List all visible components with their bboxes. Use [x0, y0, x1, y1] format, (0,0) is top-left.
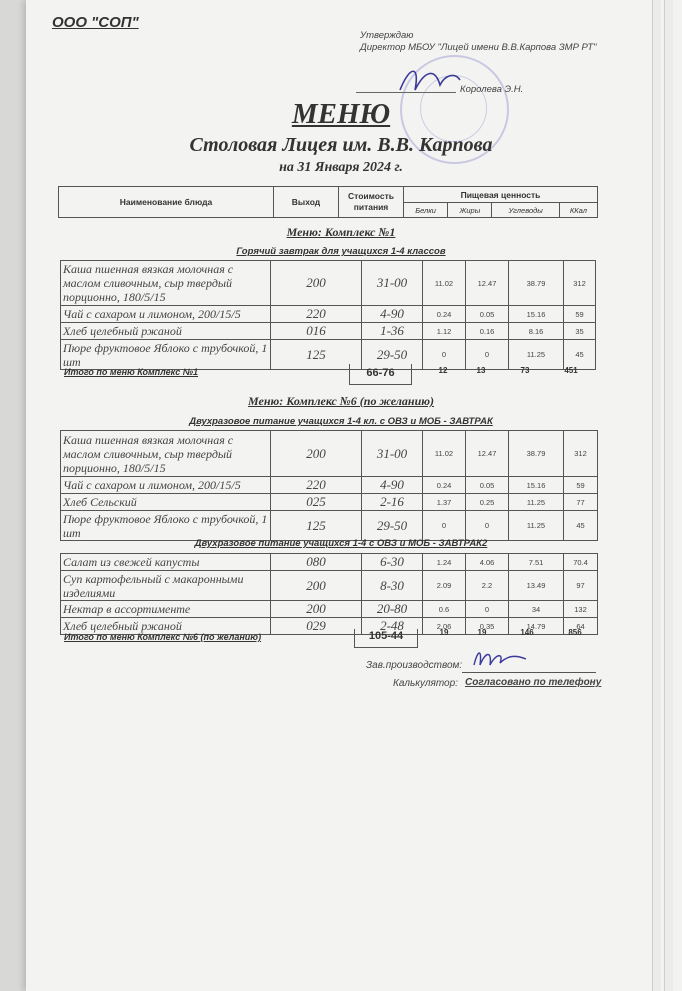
dish-name: Хлеб целебный ржаной — [61, 618, 271, 635]
dish-name: Нектар в ассортименте — [61, 601, 271, 618]
dish-yield: 220 — [271, 306, 362, 323]
dish-kcal: 45 — [564, 511, 598, 541]
director-name: Королева Э.Н. — [460, 84, 524, 95]
header-carbs: Углеводы — [492, 203, 559, 218]
table-row — [61, 261, 596, 306]
header-proteins: Белки — [404, 203, 448, 218]
dish-yield: 025 — [271, 494, 362, 511]
dish-fats: 12.47 — [466, 431, 509, 477]
dish-cost: 29-50 — [362, 511, 423, 541]
dish-kcal: 64 — [564, 618, 598, 635]
dish-proteins: 1.37 — [423, 494, 466, 511]
menu6-total-label: Итого по меню Комплекс №6 (по желанию) — [64, 632, 262, 642]
dish-name: Суп картофельный с макаронными изделиями — [61, 571, 271, 601]
dish-fats: 2.2 — [466, 571, 509, 601]
page-subtitle: Столовая Лицея им. В.В. Карпова — [189, 134, 493, 156]
menu6-total-kcal: 856 — [568, 628, 582, 637]
dish-kcal: 132 — [564, 601, 598, 618]
dish-proteins: 0.24 — [423, 306, 466, 323]
dish-yield: 200 — [271, 601, 362, 618]
menu6-total-fats: 19 — [477, 628, 487, 637]
dish-kcal: 45 — [564, 340, 596, 370]
dish-cost: 31-00 — [362, 431, 423, 477]
dish-name: Хлеб Сельский — [61, 494, 271, 511]
dish-proteins: 11.02 — [423, 261, 466, 306]
dish-proteins: 11.02 — [423, 431, 466, 477]
table-row — [61, 477, 598, 494]
menu-header-table — [58, 186, 598, 218]
dish-name: Пюре фруктовое Яблоко с трубочкой, 1 шт — [61, 340, 271, 370]
dish-cost: 29-50 — [362, 340, 423, 370]
page-title: МЕНЮ — [291, 98, 391, 130]
dish-carbs: 34 — [509, 601, 564, 618]
menu1-total-carbs: 73 — [520, 366, 530, 375]
dish-cost: 6-30 — [362, 554, 423, 571]
dish-proteins: 1.12 — [423, 323, 466, 340]
dish-fats: 0.05 — [466, 477, 509, 494]
dish-fats: 0.05 — [466, 306, 509, 323]
dish-carbs: 38.79 — [509, 261, 564, 306]
menu1-total-label: Итого по меню Комплекс №1 — [64, 367, 199, 377]
dish-proteins: 2.09 — [423, 571, 466, 601]
approval-line1: Утверждаю — [360, 30, 414, 41]
dish-fats: 4.06 — [466, 554, 509, 571]
dish-cost: 20-80 — [362, 601, 423, 618]
dish-cost: 2-48 — [362, 618, 423, 635]
menu6-table1 — [60, 430, 598, 541]
dish-fats: 0.25 — [466, 494, 509, 511]
dish-yield: 080 — [271, 554, 362, 571]
menu6-section2: Двухразовое питание учащихся 1-4 с ОВЗ и МОБ - ЗАВТРАК2 — [194, 538, 488, 549]
dish-kcal: 312 — [564, 261, 596, 306]
dish-kcal: 77 — [564, 494, 598, 511]
menu6-total-cost: 105-44 — [354, 629, 418, 648]
dish-name: Чай с сахаром и лимоном, 200/15/5 — [61, 477, 271, 494]
menu6-table2 — [60, 553, 598, 635]
dish-kcal: 35 — [564, 323, 596, 340]
dish-name: Каша пшенная вязкая молочная с маслом сливочным, сыр твердый порционно, 180/5/15 — [61, 431, 271, 477]
dish-kcal: 97 — [564, 571, 598, 601]
menu1-total-cost: 66-76 — [349, 364, 412, 385]
menu-date: на 31 Января 2024 г. — [279, 160, 403, 175]
dish-kcal: 70.4 — [564, 554, 598, 571]
menu6-total-proteins: 19 — [439, 628, 449, 637]
production-signature — [470, 645, 530, 673]
table-row — [61, 571, 598, 601]
dish-kcal: 312 — [564, 431, 598, 477]
organization-name: ООО "СОП" — [52, 14, 139, 31]
dish-name: Хлеб целебный ржаной — [61, 323, 271, 340]
production-label: Зав.производством: — [366, 660, 463, 671]
calculator-value: Согласовано по телефону — [465, 677, 602, 688]
dish-fats: 12.47 — [466, 261, 509, 306]
dish-name: Пюре фруктовое Яблоко с трубочкой, 1 шт — [61, 511, 271, 541]
dish-name: Салат из свежей капусты — [61, 554, 271, 571]
dish-cost: 1-36 — [362, 323, 423, 340]
table-row — [61, 306, 596, 323]
dish-yield: 029 — [271, 618, 362, 635]
dish-name: Чай с сахаром и лимоном, 200/15/5 — [61, 306, 271, 323]
menu1-total-proteins: 12 — [438, 366, 448, 375]
menu1-table — [60, 260, 596, 370]
dish-carbs: 14.79 — [509, 618, 564, 635]
dish-carbs: 8.16 — [509, 323, 564, 340]
menu6-total-carbs: 146 — [520, 628, 534, 637]
dish-proteins: 1.24 — [423, 554, 466, 571]
dish-cost: 4-90 — [362, 306, 423, 323]
dish-yield: 125 — [271, 340, 362, 370]
header-nutrition: Пищевая ценность — [404, 187, 598, 203]
header-dish: Наименование блюда — [59, 187, 274, 218]
dish-yield: 125 — [271, 511, 362, 541]
dish-yield: 200 — [271, 261, 362, 306]
table-row — [61, 494, 598, 511]
table-row — [61, 601, 598, 618]
dish-fats: 0.16 — [466, 323, 509, 340]
dish-yield: 220 — [271, 477, 362, 494]
table-row — [61, 340, 596, 370]
approval-block — [360, 30, 610, 54]
dish-yield: 200 — [271, 431, 362, 477]
table-row — [61, 511, 598, 541]
calculator-label: Калькулятор: — [393, 678, 458, 689]
table-row — [61, 554, 598, 571]
dish-cost: 31-00 — [362, 261, 423, 306]
dish-proteins: 2.06 — [423, 618, 466, 635]
dish-cost: 2-16 — [362, 494, 423, 511]
dish-cost: 4-90 — [362, 477, 423, 494]
dish-yield: 016 — [271, 323, 362, 340]
dish-yield: 200 — [271, 571, 362, 601]
dish-cost: 8-30 — [362, 571, 423, 601]
header-fats: Жиры — [448, 203, 492, 218]
dish-fats: 0 — [466, 511, 509, 541]
header-yield: Выход — [274, 187, 339, 218]
dish-fats: 0.35 — [466, 618, 509, 635]
dish-carbs: 13.49 — [509, 571, 564, 601]
dish-fats: 0 — [466, 340, 509, 370]
dish-kcal: 59 — [564, 477, 598, 494]
header-kcal: ККал — [559, 203, 597, 218]
menu1-title: Меню: Комплекс №1 — [286, 225, 396, 239]
dish-name: Каша пшенная вязкая молочная с маслом сливочным, сыр твердый порционно, 180/5/15 — [61, 261, 271, 306]
dish-carbs: 7.51 — [509, 554, 564, 571]
dish-carbs: 15.16 — [509, 306, 564, 323]
director-signature — [395, 60, 465, 100]
menu1-total-fats: 13 — [476, 366, 486, 375]
dish-carbs: 38.79 — [509, 431, 564, 477]
dish-proteins: 0.6 — [423, 601, 466, 618]
dish-proteins: 0 — [423, 340, 466, 370]
dish-proteins: 0.24 — [423, 477, 466, 494]
dish-carbs: 11.25 — [509, 340, 564, 370]
dish-carbs: 15.16 — [509, 477, 564, 494]
header-cost: Стоимость питания — [339, 187, 404, 218]
menu6-section1: Двухразовое питание учащихся 1-4 кл. с ОВЗ и МОБ - ЗАВТРАК — [189, 416, 493, 427]
dish-fats: 0 — [466, 601, 509, 618]
dish-kcal: 59 — [564, 306, 596, 323]
menu1-section: Горячий завтрак для учащихся 1-4 классов — [236, 246, 446, 257]
approval-line2: Директор МБОУ "Лицей имени В.В.Карпова ЗМР РТ" — [360, 42, 597, 53]
table-row — [61, 431, 598, 477]
menu6-title: Меню: Комплекс №6 (по желанию) — [248, 394, 434, 408]
dish-carbs: 11.25 — [509, 511, 564, 541]
dish-carbs: 11.25 — [509, 494, 564, 511]
menu1-total-kcal: 451 — [564, 366, 578, 375]
dish-proteins: 0 — [423, 511, 466, 541]
table-row — [61, 323, 596, 340]
